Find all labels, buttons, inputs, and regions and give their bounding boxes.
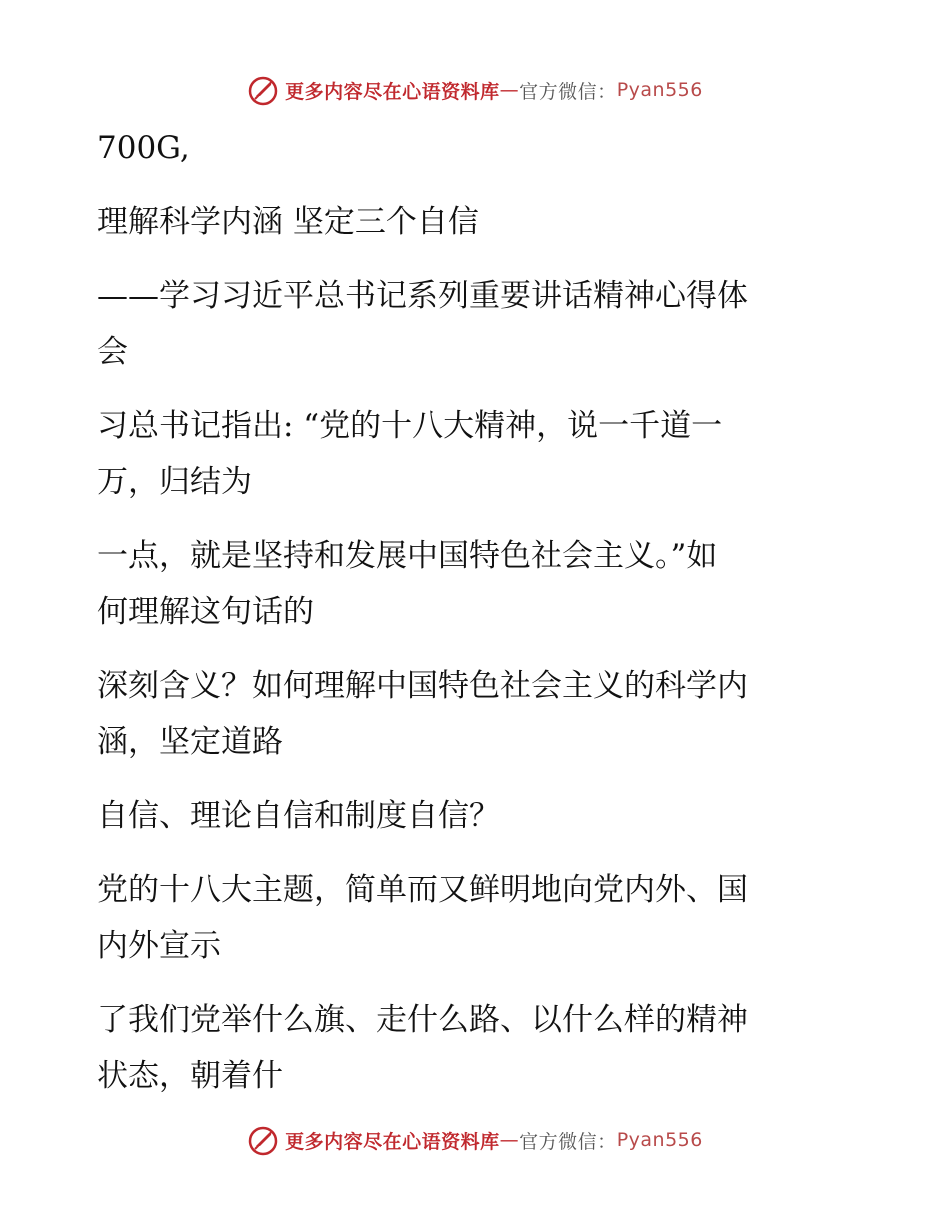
banner-separator: — [499,79,520,101]
document-body [97,120,842,1104]
text-line: 一点，就是坚持和发展中国特色社会主义。”如 [97,538,718,574]
banner-wechat-label: 官方微信： [519,80,617,103]
paragraph [97,398,842,510]
banner-wechat-id: Pyan556 [616,79,703,101]
text-line: 理解科学内涵 坚定三个自信 [97,204,479,240]
banner-main-text: 更多内容尽在心语资料库 [285,80,500,103]
banner-separator: — [499,1129,520,1151]
text-line: 习总书记指出: “党的十八大精神，说一千道一 [97,408,723,444]
paragraph [97,268,842,380]
header-banner [0,70,950,110]
text-line: 万，归结为 [97,464,252,500]
text-line: 深刻含义？如何理解中国特色社会主义的科学内 [97,668,748,704]
banner-wechat-id: Pyan556 [616,1129,703,1151]
quill-logo-icon [247,1124,279,1156]
text-line: 内外宣示 [97,928,221,964]
text-line: 状态，朝着什 [97,1058,283,1094]
paragraph [97,194,842,250]
text-line: 自信、理论自信和制度自信？ [97,798,500,834]
banner-main-text: 更多内容尽在心语资料库 [285,1130,500,1153]
quill-logo-icon [247,74,279,106]
paragraph [97,788,842,844]
text-line: 了我们党举什么旗、走什么路、以什么样的精神 [97,1002,748,1038]
text-line: 何理解这句话的 [97,594,314,630]
text-line: 党的十八大主题，简单而又鲜明地向党内外、国 [97,872,748,908]
text-line: 700G, [97,130,190,166]
text-line: 会 [97,334,128,370]
footer-banner [0,1120,950,1160]
paragraph [97,862,842,974]
paragraph [97,120,842,176]
paragraph [97,658,842,770]
banner-wechat-label: 官方微信： [519,1130,617,1153]
text-line: ——学习习近平总书记系列重要讲话精神心得体 [97,278,748,314]
paragraph [97,528,842,640]
text-line: 涵，坚定道路 [97,724,283,760]
paragraph [97,992,842,1104]
